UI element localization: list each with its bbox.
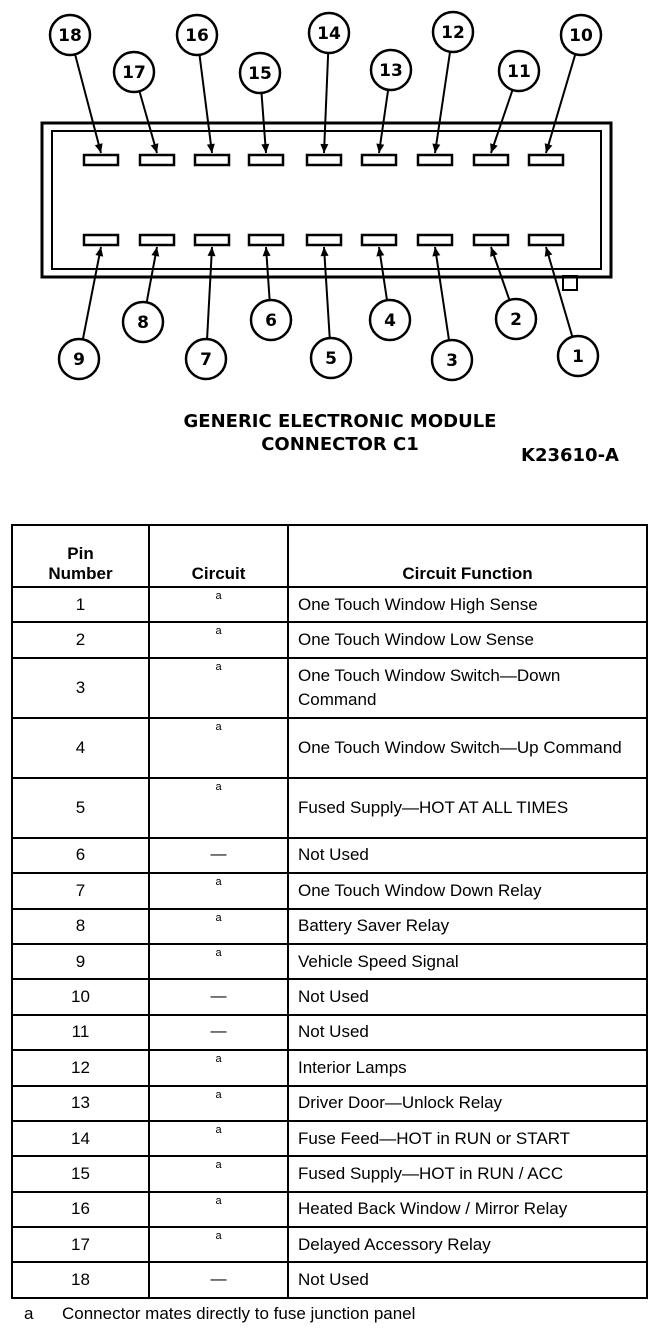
pin-number-cell: 7 bbox=[12, 873, 149, 908]
top-arrowhead-14 bbox=[320, 144, 328, 153]
footnote bbox=[24, 1304, 415, 1324]
table-row bbox=[12, 979, 647, 1014]
pin-slot-3 bbox=[418, 235, 452, 245]
pin-slot-5 bbox=[307, 235, 341, 245]
circuit-function-cell: One Touch Window Low Sense bbox=[288, 622, 647, 657]
pin-callout-label-4: 4 bbox=[384, 311, 396, 331]
pin-callout-label-3: 3 bbox=[446, 351, 458, 371]
pin-slot-13 bbox=[362, 155, 396, 165]
table-row bbox=[12, 718, 647, 778]
table-row bbox=[12, 838, 647, 873]
pin-callout-label-10: 10 bbox=[569, 26, 593, 46]
top-arrowhead-11 bbox=[490, 143, 498, 153]
pin-callout-label-13: 13 bbox=[379, 61, 403, 81]
footnote-text: Connector mates directly to fuse junction panel bbox=[62, 1304, 416, 1323]
pin-number-cell: 17 bbox=[12, 1227, 149, 1262]
circuit-function-cell: Battery Saver Relay bbox=[288, 909, 647, 944]
circuit-function-cell: Heated Back Window / Mirror Relay bbox=[288, 1192, 647, 1227]
diagram-caption-line2: CONNECTOR C1 bbox=[261, 434, 419, 455]
pin-slot-2 bbox=[474, 235, 508, 245]
table-row bbox=[12, 944, 647, 979]
pin-slot-4 bbox=[362, 235, 396, 245]
bottom-arrowhead-2 bbox=[490, 247, 498, 257]
pin-callout-label-18: 18 bbox=[58, 26, 82, 46]
top-leader-11 bbox=[491, 90, 513, 153]
circuit-cell: a bbox=[149, 658, 288, 718]
pin-slot-12 bbox=[418, 155, 452, 165]
top-leader-16 bbox=[200, 55, 212, 153]
bottom-arrowhead-9 bbox=[95, 247, 103, 257]
circuit-cell: — bbox=[149, 838, 288, 873]
circuit-function-cell: Fused Supply—HOT in RUN / ACC bbox=[288, 1156, 647, 1191]
table-row bbox=[12, 1192, 647, 1227]
pin-slot-14 bbox=[307, 155, 341, 165]
table-row bbox=[12, 1015, 647, 1050]
bottom-arrowhead-7 bbox=[208, 247, 216, 256]
pin-callout-label-1: 1 bbox=[572, 347, 584, 367]
top-arrowhead-12 bbox=[432, 144, 440, 153]
pin-number-cell: 4 bbox=[12, 718, 149, 778]
circuit-cell: a bbox=[149, 1192, 288, 1227]
pin-callout-label-6: 6 bbox=[265, 311, 277, 331]
pin-slot-17 bbox=[140, 155, 174, 165]
table-row bbox=[12, 658, 647, 718]
pin-number-cell: 6 bbox=[12, 838, 149, 873]
pin-callout-label-12: 12 bbox=[441, 23, 465, 43]
pin-callout-label-7: 7 bbox=[200, 350, 212, 370]
top-arrowhead-13 bbox=[376, 144, 384, 153]
table-header-row bbox=[12, 525, 647, 587]
table-row bbox=[12, 587, 647, 622]
pin-number-cell: 15 bbox=[12, 1156, 149, 1191]
pin-number-cell: 3 bbox=[12, 658, 149, 718]
pin-slot-10 bbox=[529, 155, 563, 165]
pin-number-cell: 11 bbox=[12, 1015, 149, 1050]
bottom-leader-7 bbox=[207, 247, 212, 339]
bottom-arrowhead-5 bbox=[321, 247, 329, 256]
circuit-cell: a bbox=[149, 718, 288, 778]
circuit-function-cell: Not Used bbox=[288, 1262, 647, 1297]
diagram-caption-line1: GENERIC ELECTRONIC MODULE bbox=[183, 411, 497, 432]
circuit-function-cell: Fused Supply—HOT AT ALL TIMES bbox=[288, 778, 647, 838]
pin-callout-label-9: 9 bbox=[73, 350, 85, 370]
circuit-function-cell: Fuse Feed—HOT in RUN or START bbox=[288, 1121, 647, 1156]
bottom-leader-5 bbox=[324, 247, 330, 338]
circuit-cell: a bbox=[149, 873, 288, 908]
circuit-cell: a bbox=[149, 622, 288, 657]
circuit-function-cell: Not Used bbox=[288, 1015, 647, 1050]
connector-diagram bbox=[0, 0, 672, 470]
table-row bbox=[12, 622, 647, 657]
top-leader-10 bbox=[546, 54, 575, 153]
bottom-arrowhead-3 bbox=[432, 247, 440, 256]
pin-table bbox=[11, 524, 648, 1299]
table-row bbox=[12, 873, 647, 908]
pin-slot-9 bbox=[84, 235, 118, 245]
connector-body-inner bbox=[52, 131, 601, 269]
pin-number-cell: 18 bbox=[12, 1262, 149, 1297]
circuit-cell: a bbox=[149, 1086, 288, 1121]
pin-callout-label-14: 14 bbox=[317, 24, 341, 44]
table-row bbox=[12, 1262, 647, 1297]
pin-callout-label-11: 11 bbox=[507, 62, 531, 82]
circuit-function-cell: Vehicle Speed Signal bbox=[288, 944, 647, 979]
bottom-leader-9 bbox=[83, 247, 101, 339]
circuit-cell: a bbox=[149, 944, 288, 979]
circuit-cell: a bbox=[149, 909, 288, 944]
pin-number-cell: 13 bbox=[12, 1086, 149, 1121]
circuit-function-cell: Not Used bbox=[288, 979, 647, 1014]
pin-number-cell: 14 bbox=[12, 1121, 149, 1156]
pin-slot-18 bbox=[84, 155, 118, 165]
top-leader-12 bbox=[435, 52, 450, 153]
pin-slot-1 bbox=[529, 235, 563, 245]
pin-callout-label-5: 5 bbox=[325, 349, 337, 369]
top-arrowhead-10 bbox=[545, 143, 553, 153]
circuit-cell: — bbox=[149, 979, 288, 1014]
table-row bbox=[12, 1121, 647, 1156]
circuit-cell: a bbox=[149, 1227, 288, 1262]
pin-number-cell: 16 bbox=[12, 1192, 149, 1227]
pin-slot-7 bbox=[195, 235, 229, 245]
pin-slot-15 bbox=[249, 155, 283, 165]
header-circuit: Circuit bbox=[149, 525, 288, 587]
bottom-leader-1 bbox=[546, 247, 572, 337]
pin-callout-label-8: 8 bbox=[137, 313, 149, 333]
circuit-function-cell: One Touch Window Switch—Up Command bbox=[288, 718, 647, 778]
circuit-function-cell: Driver Door—Unlock Relay bbox=[288, 1086, 647, 1121]
circuit-function-cell: One Touch Window Switch—Down Command bbox=[288, 658, 647, 718]
header-pin-number: Pin Number bbox=[12, 525, 149, 587]
pin-number-cell: 5 bbox=[12, 778, 149, 838]
pin-number-cell: 12 bbox=[12, 1050, 149, 1085]
top-arrowhead-15 bbox=[261, 144, 269, 153]
table-row bbox=[12, 909, 647, 944]
top-leader-13 bbox=[379, 90, 388, 153]
circuit-cell: a bbox=[149, 587, 288, 622]
bottom-arrowhead-6 bbox=[263, 247, 271, 256]
circuit-cell: a bbox=[149, 1121, 288, 1156]
pin-callout-label-2: 2 bbox=[510, 310, 522, 330]
table-row bbox=[12, 1156, 647, 1191]
table-row bbox=[12, 1086, 647, 1121]
pin-number-cell: 9 bbox=[12, 944, 149, 979]
circuit-function-cell: One Touch Window High Sense bbox=[288, 587, 647, 622]
pin-number-cell: 10 bbox=[12, 979, 149, 1014]
bottom-leader-3 bbox=[435, 247, 449, 340]
table-row bbox=[12, 1227, 647, 1262]
top-leader-14 bbox=[324, 53, 328, 153]
circuit-function-cell: One Touch Window Down Relay bbox=[288, 873, 647, 908]
table-row bbox=[12, 1050, 647, 1085]
pin-callout-label-17: 17 bbox=[122, 63, 146, 83]
circuit-function-cell: Not Used bbox=[288, 838, 647, 873]
bottom-arrowhead-4 bbox=[376, 247, 384, 256]
pin-slot-16 bbox=[195, 155, 229, 165]
bottom-arrowhead-8 bbox=[151, 247, 159, 257]
circuit-cell: a bbox=[149, 778, 288, 838]
pin-number-cell: 2 bbox=[12, 622, 149, 657]
pin-slot-8 bbox=[140, 235, 174, 245]
table-row bbox=[12, 778, 647, 838]
circuit-cell: — bbox=[149, 1262, 288, 1297]
footnote-marker: a bbox=[24, 1304, 34, 1323]
figure-reference: K23610-A bbox=[521, 445, 619, 466]
circuit-cell: — bbox=[149, 1015, 288, 1050]
pin-number-cell: 1 bbox=[12, 587, 149, 622]
pin-callout-label-15: 15 bbox=[248, 64, 272, 84]
pin-slot-6 bbox=[249, 235, 283, 245]
circuit-cell: a bbox=[149, 1050, 288, 1085]
pin-callout-label-16: 16 bbox=[185, 26, 209, 46]
pin-number-cell: 8 bbox=[12, 909, 149, 944]
pin-slot-11 bbox=[474, 155, 508, 165]
bottom-arrowhead-1 bbox=[545, 247, 553, 257]
circuit-function-cell: Interior Lamps bbox=[288, 1050, 647, 1085]
header-circuit-function: Circuit Function bbox=[288, 525, 647, 587]
circuit-cell: a bbox=[149, 1156, 288, 1191]
circuit-function-cell: Delayed Accessory Relay bbox=[288, 1227, 647, 1262]
top-leader-18 bbox=[75, 54, 101, 153]
